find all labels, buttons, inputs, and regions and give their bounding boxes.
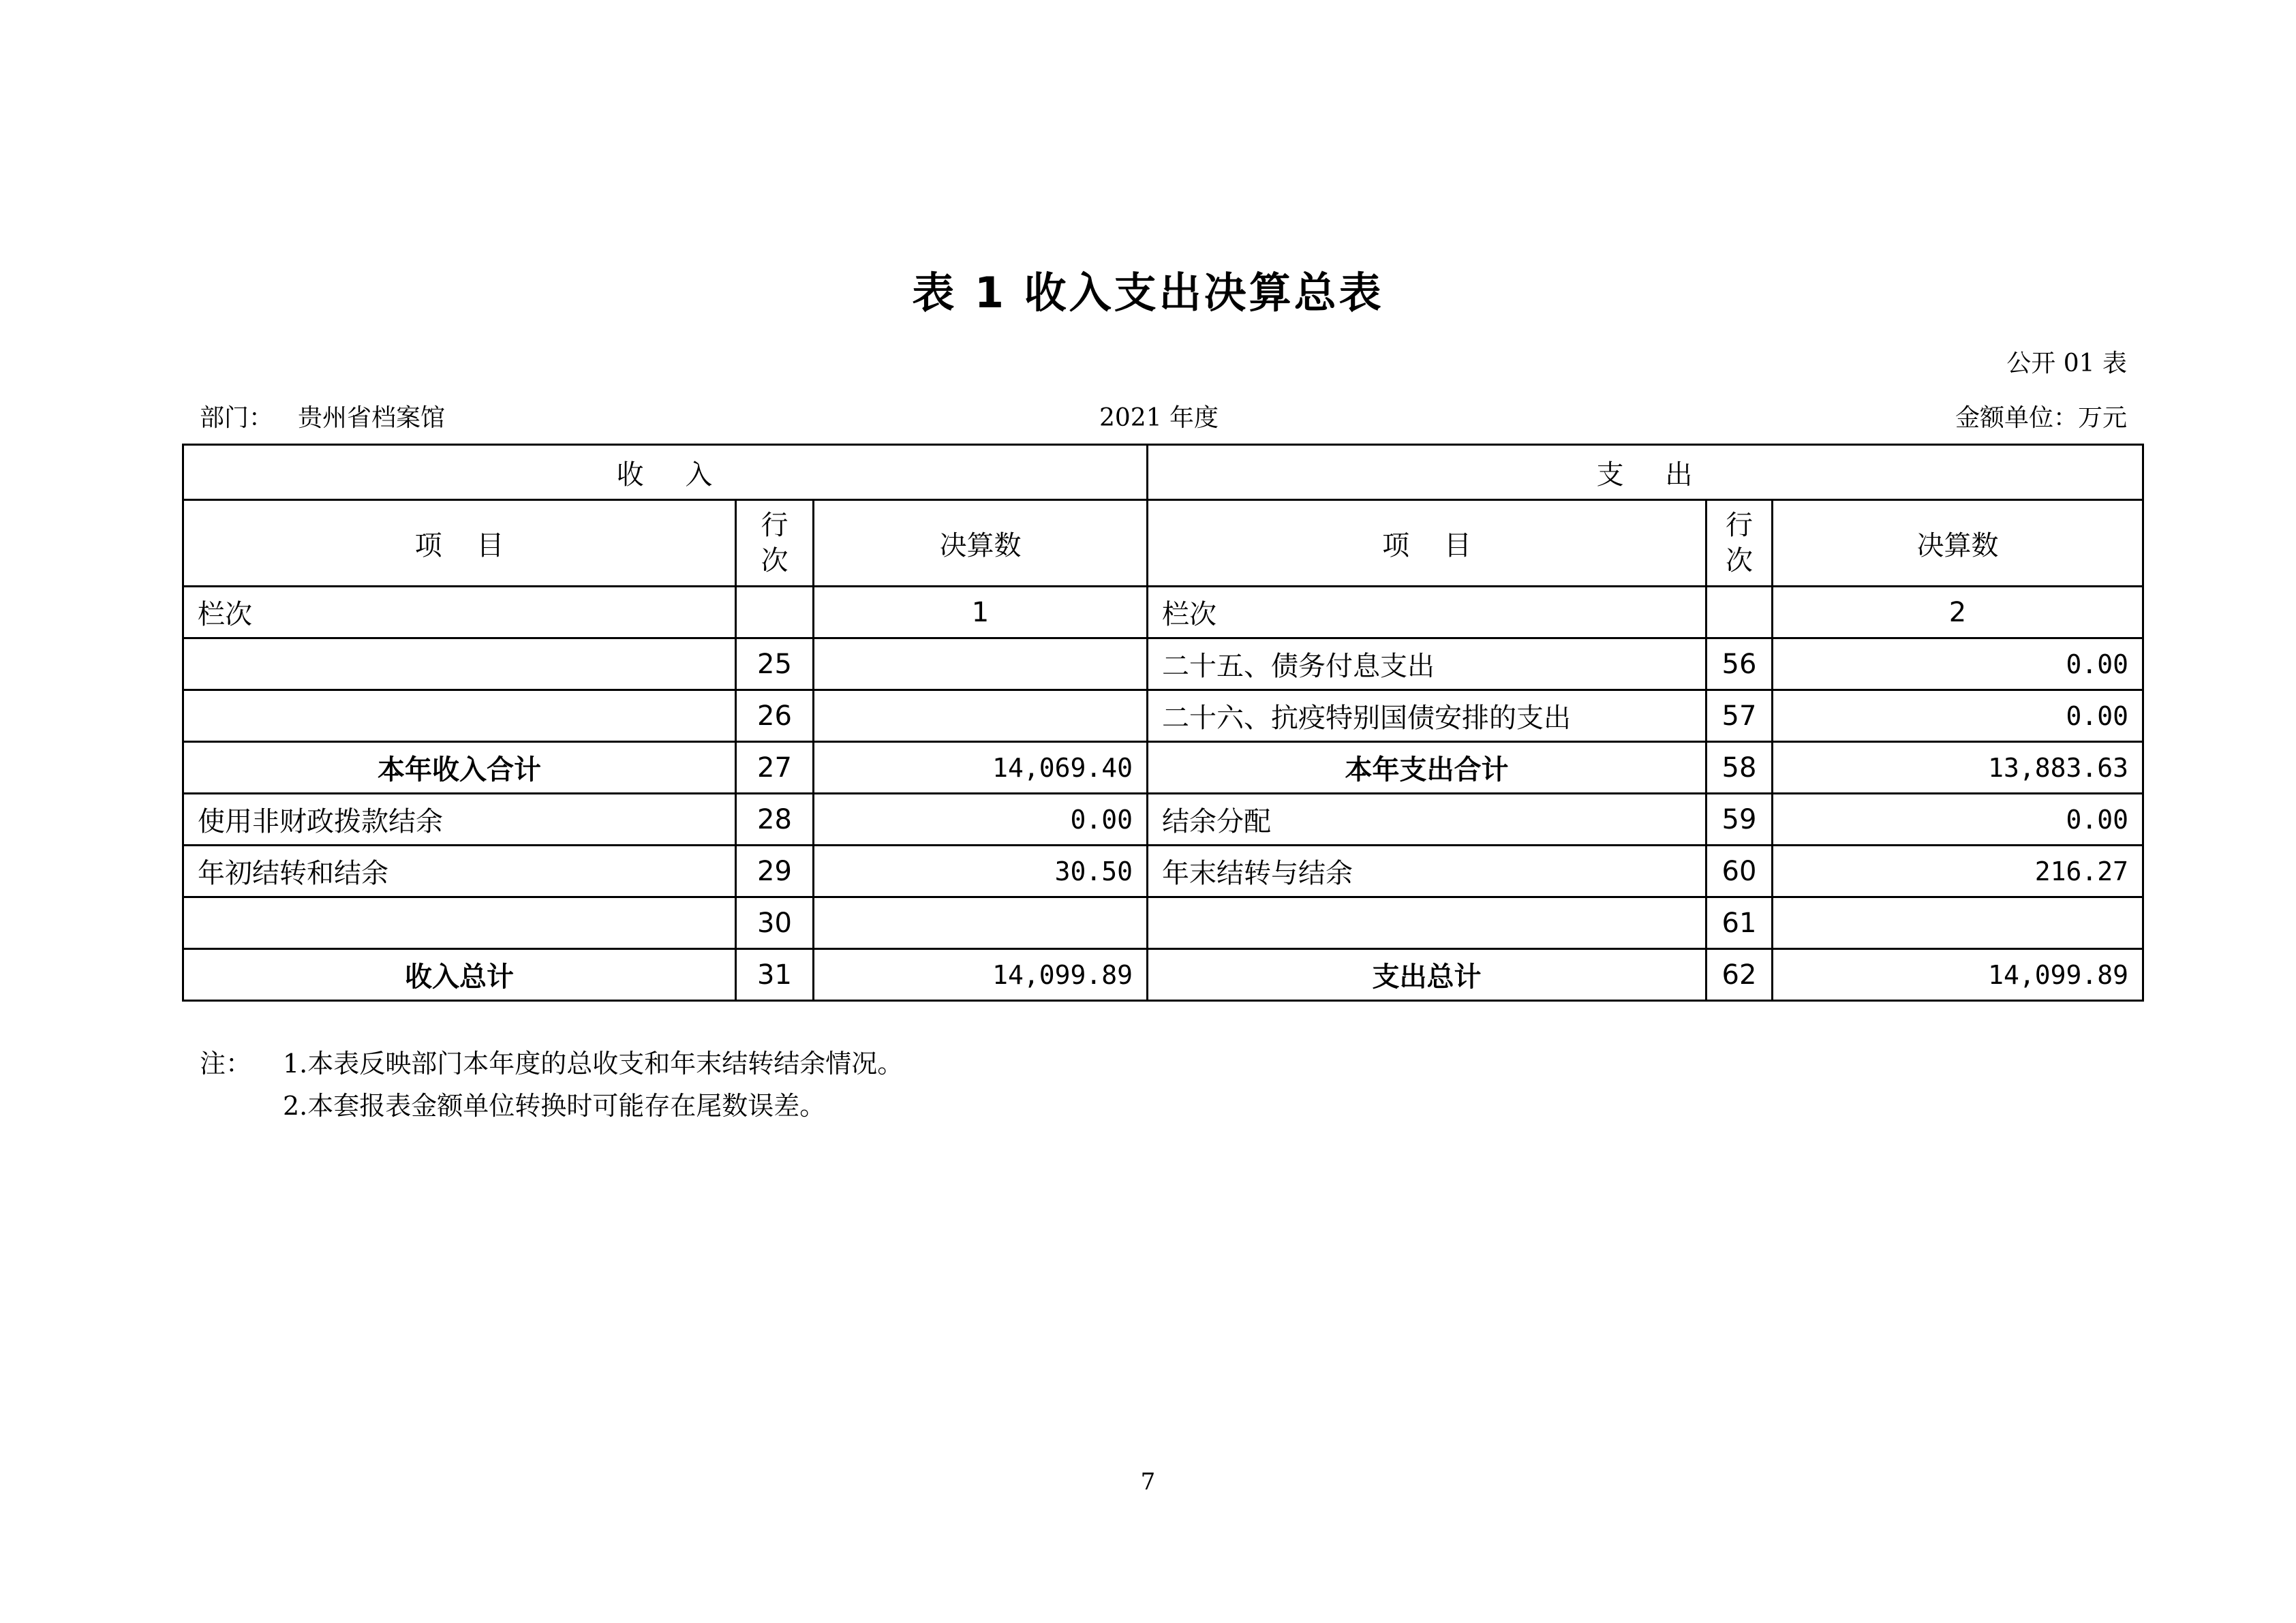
table-row [183,638,2143,690]
expense-section-header: 支 出 [1148,445,2143,500]
income-amount-header: 决算数 [814,500,1148,587]
amount-unit: 金额单位：万元 [1955,404,2127,432]
meta-row [200,399,2127,433]
expense-amount: 13,883.63 [1773,742,2143,794]
expense-amount: 0.00 [1773,638,2143,690]
expense-item-header: 项 目 [1148,500,1706,587]
expense-row-no: 57 [1706,690,1773,742]
income-rowno-header: 行次 [736,500,814,587]
expense-amount: 0.00 [1773,690,2143,742]
expense-row-no: 62 [1706,949,1773,1001]
expense-item: 结余分配 [1148,794,1706,846]
expense-row-no: 61 [1706,897,1773,949]
column-header-row [183,500,2143,587]
income-item [183,690,736,742]
income-row-no: 30 [736,897,814,949]
income-amount: 14,069.40 [814,742,1148,794]
table-row [183,897,2143,949]
page-number: 7 [1140,1468,1156,1496]
table-row [183,690,2143,742]
income-amount: 30.50 [814,846,1148,897]
income-index-label: 栏次 [183,587,736,638]
expense-index-empty [1706,587,1773,638]
expense-row-no: 56 [1706,638,1773,690]
form-code: 公开 01 表 [2006,350,2127,377]
income-row-no: 27 [736,742,814,794]
income-amount: 0.00 [814,794,1148,846]
expense-item: 支出总计 [1148,949,1706,1001]
column-index-row [183,587,2143,638]
income-section-header: 收 入 [183,445,1148,500]
expense-index-col: 2 [1773,587,2143,638]
income-item [183,638,736,690]
expense-amount: 0.00 [1773,794,2143,846]
income-amount [814,690,1148,742]
expense-item: 年末结转与结余 [1148,846,1706,897]
section-header-row [183,445,2143,500]
department-label: 部门： [200,404,274,432]
income-row-no: 25 [736,638,814,690]
income-amount [814,638,1148,690]
expense-item: 二十六、抗疫特别国债安排的支出 [1148,690,1706,742]
income-row-no: 29 [736,846,814,897]
income-row-no: 31 [736,949,814,1001]
note-line-1: 1.本表反映部门本年度的总收支和年末结转结余情况。 [283,1049,904,1079]
income-item: 年初结转和结余 [183,846,736,897]
income-row-no: 28 [736,794,814,846]
expense-item: 本年支出合计 [1148,742,1706,794]
expense-index-label: 栏次 [1148,587,1706,638]
income-amount: 14,099.89 [814,949,1148,1001]
notes-label: 注： [200,1049,252,1079]
income-item [183,897,736,949]
table-row [183,794,2143,846]
expense-amount: 14,099.89 [1773,949,2143,1001]
income-item: 使用非财政拨款结余 [183,794,736,846]
expense-amount-header: 决算数 [1773,500,2143,587]
expense-amount [1773,897,2143,949]
note-line-2: 2.本套报表金额单位转换时可能存在尾数误差。 [283,1091,826,1121]
income-row-no: 26 [736,690,814,742]
expense-item [1148,897,1706,949]
expense-item: 二十五、债务付息支出 [1148,638,1706,690]
department [200,399,445,433]
income-item-header: 项 目 [183,500,736,587]
income-amount [814,897,1148,949]
income-expense-table [182,444,2144,1002]
department-name: 贵州省档案馆 [298,404,446,432]
income-index-col: 1 [814,587,1148,638]
expense-amount: 216.27 [1773,846,2143,897]
table-row [183,846,2143,897]
table-row-total [183,949,2143,1001]
expense-row-no: 58 [1706,742,1773,794]
income-item: 收入总计 [183,949,736,1001]
expense-rowno-header: 行次 [1706,500,1773,587]
income-index-empty [736,587,814,638]
income-item: 本年收入合计 [183,742,736,794]
expense-row-no: 59 [1706,794,1773,846]
expense-row-no: 60 [1706,846,1773,897]
table-row-subtotal [183,742,2143,794]
fiscal-year: 2021 年度 [1099,404,1219,432]
page-title: 表 1 收入支出决算总表 [912,268,1384,318]
